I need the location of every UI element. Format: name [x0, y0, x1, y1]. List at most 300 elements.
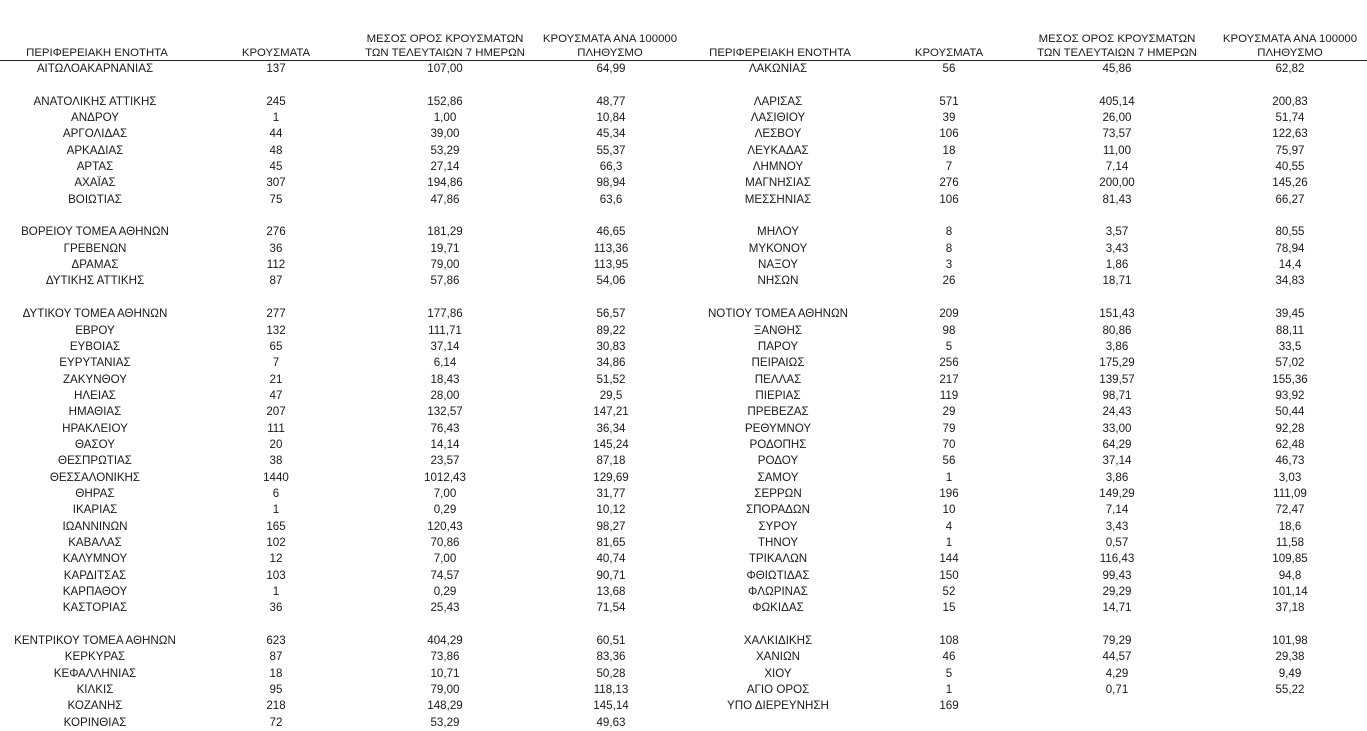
table-row [0, 224, 683, 240]
table-row [683, 666, 1366, 682]
header-per100k-line2: ΠΛΗΘΥΣΜΟ [577, 47, 643, 59]
row-spacer [0, 617, 683, 633]
avg-cell: 26,00 [1102, 111, 1132, 125]
right-table [683, 0, 1366, 728]
region-cell: ΑΡΚΑΔΙΑΣ [66, 143, 124, 157]
cases-cell: 169 [939, 699, 959, 713]
avg-cell: 151,43 [1099, 307, 1135, 321]
table-row [683, 437, 1366, 453]
cases-cell: 1 [945, 535, 953, 549]
cases-cell: 39 [942, 111, 956, 125]
table-row [683, 388, 1366, 404]
per100k-cell: 14,4 [1278, 258, 1302, 272]
avg-cell: 181,29 [427, 225, 463, 239]
per100k-cell: 63,6 [599, 192, 623, 206]
cases-cell: 18 [269, 666, 283, 680]
per100k-cell: 40,55 [1275, 160, 1305, 174]
per100k-cell: 155,36 [1272, 372, 1308, 386]
avg-cell: 116,43 [1099, 552, 1135, 566]
table-row [683, 241, 1366, 257]
table-row [683, 323, 1366, 339]
avg-cell: 177,86 [427, 307, 463, 321]
cases-cell: 20 [269, 437, 283, 451]
per100k-cell: 145,26 [1272, 176, 1308, 190]
cases-cell: 256 [939, 356, 959, 370]
region-cell: ΠΡΕΒΕΖΑΣ [747, 405, 809, 419]
cases-cell: 1 [945, 683, 953, 697]
region-cell: ΚΕΝΤΡΙΚΟΥ ΤΟΜΕΑ ΑΘΗΝΩΝ [14, 634, 176, 648]
per100k-cell: 13,68 [596, 585, 626, 598]
avg-cell: 37,14 [430, 339, 460, 353]
avg-cell: 47,86 [430, 192, 460, 206]
avg-cell: 27,14 [430, 160, 460, 174]
avg-cell: 3,86 [1105, 339, 1129, 353]
region-cell: ΤΡΙΚΑΛΩΝ [748, 552, 808, 566]
region-cell: ΡΟΔΟΠΗΣ [749, 437, 807, 451]
header-avg-line2: ΤΩΝ ΤΕΛΕΥΤΑΙΩΝ 7 ΗΜΕΡΩΝ [365, 47, 525, 59]
per100k-cell: 31,77 [596, 486, 626, 500]
avg-cell: 152,86 [427, 94, 463, 108]
avg-cell: 175,29 [1099, 356, 1135, 370]
avg-cell: 200,00 [1099, 176, 1135, 190]
table-row [683, 404, 1366, 420]
cases-cell: 108 [939, 634, 959, 648]
region-cell: ΠΑΡΟΥ [757, 339, 799, 353]
table-row [0, 339, 683, 355]
table-row [683, 600, 1366, 616]
row-spacer [0, 77, 683, 93]
cases-cell: 5 [945, 339, 953, 353]
avg-cell: 79,00 [430, 683, 460, 697]
per100k-cell: 62,82 [1275, 62, 1305, 75]
cases-cell: 245 [266, 94, 286, 108]
region-cell: ΛΑΣΙΘΙΟΥ [750, 111, 806, 125]
region-cell: ΜΕΣΣΗΝΙΑΣ [744, 192, 812, 206]
table-row [683, 421, 1366, 437]
cases-cell: 5 [945, 666, 953, 680]
region-cell: ΜΗΛΟΥ [757, 225, 799, 239]
cases-cell: 1 [945, 470, 953, 484]
header-avg [1027, 28, 1207, 60]
cases-cell: 56 [942, 454, 956, 468]
per100k-cell: 10,12 [596, 503, 626, 517]
table-row [683, 551, 1366, 567]
avg-cell: 0,71 [1105, 683, 1129, 697]
region-cell: ΘΑΣΟΥ [74, 437, 116, 451]
per100k-cell: 55,22 [1275, 683, 1305, 697]
avg-cell: 98,71 [1102, 388, 1132, 402]
header-per100k [1215, 28, 1365, 60]
table-row [683, 584, 1366, 600]
table-row [683, 143, 1366, 159]
region-cell: ΗΛΕΙΑΣ [74, 388, 116, 402]
header-cases [904, 28, 994, 60]
cases-cell: 209 [939, 307, 959, 321]
per100k-cell: 90,71 [596, 568, 626, 582]
region-cell: ΚΑΡΔΙΤΣΑΣ [63, 568, 127, 582]
region-cell: ΚΑΡΠΑΘΟΥ [62, 585, 128, 598]
region-cell: ΣΥΡΟΥ [758, 519, 798, 533]
table-row [0, 273, 683, 289]
per100k-cell: 118,13 [593, 683, 629, 697]
cases-cell: 87 [269, 274, 283, 288]
table-row [0, 470, 683, 486]
region-cell: ΑΓΙΟ ΟΡΟΣ [746, 683, 810, 697]
per100k-cell: 51,52 [596, 372, 626, 386]
avg-cell: 33,00 [1102, 421, 1132, 435]
avg-cell: 44,57 [1102, 650, 1132, 664]
table-row [683, 110, 1366, 126]
region-cell: ΓΡΕΒΕΝΩΝ [63, 241, 127, 255]
table-row [683, 306, 1366, 322]
table-row [0, 584, 683, 600]
row-spacer [683, 617, 1366, 633]
cases-cell: 132 [266, 323, 286, 337]
cases-cell: 1 [272, 585, 280, 598]
per100k-cell: 37,18 [1275, 601, 1305, 615]
region-cell: ΔΥΤΙΚΟΥ ΤΟΜΕΑ ΑΘΗΝΩΝ [22, 307, 168, 321]
avg-cell: 57,86 [430, 274, 460, 288]
cases-cell: 119 [939, 388, 959, 402]
avg-cell: 18,71 [1102, 274, 1132, 288]
table-row [683, 192, 1366, 208]
per100k-cell: 101,98 [1272, 634, 1308, 648]
per100k-cell: 51,74 [1275, 111, 1305, 125]
region-cell: ΛΕΣΒΟΥ [754, 127, 802, 141]
per100k-cell: 94,8 [1278, 568, 1302, 582]
avg-cell: 73,86 [430, 650, 460, 664]
avg-cell: 10,71 [430, 666, 460, 680]
region-cell: ΚΟΡΙΝΘΙΑΣ [63, 715, 127, 729]
region-cell: ΑΙΤΩΛΟΑΚΑΡΝΑΝΙΑΣ [36, 62, 154, 75]
avg-cell: 45,86 [1102, 62, 1132, 75]
table-row [683, 633, 1366, 649]
cases-cell: 144 [939, 552, 959, 566]
region-cell: ΣΑΜΟΥ [757, 470, 799, 484]
table-row [0, 192, 683, 208]
cases-cell: 6 [272, 486, 280, 500]
avg-cell: 148,29 [427, 699, 463, 713]
avg-cell: 99,43 [1102, 568, 1132, 582]
cases-cell: 79 [942, 421, 956, 435]
table-row [0, 110, 683, 126]
region-cell: ΡΕΘΥΜΝΟΥ [744, 421, 812, 435]
avg-cell: 29,29 [1102, 585, 1132, 598]
cases-cell: 26 [942, 274, 956, 288]
region-cell: ΒΟΙΩΤΙΑΣ [68, 192, 122, 206]
avg-cell: 1,86 [1105, 258, 1129, 272]
avg-cell: 79,00 [430, 258, 460, 272]
cases-cell: 21 [269, 372, 283, 386]
avg-cell: 3,86 [1105, 470, 1129, 484]
region-cell: ΠΙΕΡΙΑΣ [755, 388, 801, 402]
left-table [0, 0, 683, 728]
table-row [683, 126, 1366, 142]
table-row [683, 257, 1366, 273]
avg-cell: 0,29 [433, 503, 457, 517]
cases-cell: 112 [266, 258, 286, 272]
row-spacer [683, 77, 1366, 93]
avg-cell: 7,00 [433, 486, 457, 500]
table-row [0, 502, 683, 518]
per100k-cell: 36,34 [596, 421, 626, 435]
avg-cell: 1012,43 [424, 470, 466, 484]
per100k-cell: 72,47 [1275, 503, 1305, 517]
avg-cell: 107,00 [427, 62, 463, 75]
table-row [0, 388, 683, 404]
header-per100k [540, 28, 680, 60]
region-cell: ΤΗΝΟΥ [757, 535, 799, 549]
region-cell: ΦΩΚΙΔΑΣ [752, 601, 804, 615]
row-spacer [683, 290, 1366, 306]
avg-cell: 14,71 [1102, 601, 1132, 615]
per100k-cell: 29,38 [1275, 650, 1305, 664]
right-table-body [683, 61, 1366, 715]
region-cell: ΚΑΛΥΜΝΟΥ [62, 552, 128, 566]
per100k-cell: 145,14 [593, 699, 629, 713]
table-row [683, 486, 1366, 502]
table-row [0, 421, 683, 437]
avg-cell: 6,14 [433, 356, 457, 370]
table-row [0, 143, 683, 159]
header-region-label: ΠΕΡΙΦΕΡΕΙΑΚΗ ΕΝΟΤΗΤΑ [26, 47, 168, 59]
region-cell: ΝΑΞΟΥ [757, 258, 799, 272]
header-avg-line1: ΜΕΣΟΣ ΟΡΟΣ ΚΡΟΥΣΜΑΤΩΝ [1038, 33, 1196, 45]
table-row [683, 94, 1366, 110]
cases-cell: 623 [266, 634, 286, 648]
table-row [0, 372, 683, 388]
avg-cell: 73,57 [1102, 127, 1132, 141]
table-row [0, 666, 683, 682]
region-cell: ΝΗΣΩΝ [757, 274, 799, 288]
region-cell: ΕΥΒΟΙΑΣ [69, 339, 121, 353]
avg-cell: 74,57 [430, 568, 460, 582]
avg-cell: 64,29 [1102, 437, 1132, 451]
header-per100k-line1: ΚΡΟΥΣΜΑΤΑ ΑΝΑ 100000 [542, 33, 678, 45]
per100k-cell: 10,84 [596, 111, 626, 125]
cases-cell: 48 [269, 143, 283, 157]
per100k-cell: 113,36 [593, 241, 629, 255]
per100k-cell: 54,06 [596, 274, 626, 288]
per100k-cell: 81,65 [596, 535, 626, 549]
per100k-cell: 111,09 [1273, 486, 1307, 500]
per100k-cell: 122,63 [1272, 127, 1308, 141]
cases-cell: 196 [939, 486, 959, 500]
cases-cell: 1 [272, 503, 280, 517]
cases-cell: 15 [942, 601, 956, 615]
avg-cell: 70,86 [430, 535, 460, 549]
per100k-cell: 60,51 [596, 634, 626, 648]
region-cell: ΖΑΚΥΝΘΟΥ [62, 372, 128, 386]
avg-cell: 3,57 [1105, 225, 1129, 239]
avg-cell: 53,29 [430, 143, 460, 157]
cases-cell: 36 [269, 601, 283, 615]
per100k-cell: 62,48 [1275, 437, 1305, 451]
per100k-cell: 49,63 [596, 715, 626, 729]
region-cell: ΧΙΟΥ [764, 666, 792, 680]
avg-cell: 18,43 [430, 372, 460, 386]
cases-cell: 276 [939, 176, 959, 190]
cases-cell: 38 [269, 454, 283, 468]
region-cell: ΙΚΑΡΙΑΣ [72, 503, 118, 517]
per100k-cell: 75,97 [1275, 143, 1305, 157]
per100k-cell: 83,36 [596, 650, 626, 664]
cases-cell: 8 [945, 241, 953, 255]
region-cell: ΑΧΑΪΑΣ [74, 176, 116, 190]
region-cell: ΚΑΣΤΟΡΙΑΣ [62, 601, 128, 615]
region-cell: ΦΘΙΩΤΙΔΑΣ [746, 568, 810, 582]
region-cell: ΔΡΑΜΑΣ [71, 258, 119, 272]
table-row [0, 633, 683, 649]
per100k-cell: 93,92 [1275, 388, 1305, 402]
avg-cell: 405,14 [1099, 94, 1135, 108]
cases-cell: 137 [266, 62, 286, 75]
table-row [683, 568, 1366, 584]
table-row [0, 323, 683, 339]
table-row [0, 453, 683, 469]
table-row [0, 698, 683, 714]
table-row [0, 306, 683, 322]
table-row [0, 159, 683, 175]
table-row [0, 355, 683, 371]
per100k-cell: 71,54 [596, 601, 626, 615]
per100k-cell: 98,94 [596, 176, 626, 190]
table-row [0, 257, 683, 273]
table-row [0, 486, 683, 502]
region-cell: ΙΩΑΝΝΙΝΩΝ [62, 519, 128, 533]
avg-cell: 1,00 [433, 111, 457, 125]
region-cell: ΘΕΣΣΑΛΟΝΙΚΗΣ [49, 470, 141, 484]
cases-cell: 70 [942, 437, 956, 451]
header-region [683, 28, 877, 60]
region-cell: ΚΑΒΑΛΑΣ [68, 535, 122, 549]
avg-cell: 194,86 [427, 176, 463, 190]
header-cases-label: ΚΡΟΥΣΜΑΤΑ [241, 47, 311, 59]
table-row [683, 372, 1366, 388]
avg-cell: 7,14 [1105, 160, 1129, 174]
header-cases [231, 28, 321, 60]
per100k-cell: 34,86 [596, 356, 626, 370]
table-row [0, 437, 683, 453]
per100k-cell: 45,34 [596, 127, 626, 141]
cases-cell: 103 [266, 568, 286, 582]
per100k-cell: 9,49 [1278, 666, 1302, 680]
table-row [0, 568, 683, 584]
cases-cell: 95 [269, 683, 283, 697]
avg-cell: 4,29 [1105, 666, 1129, 680]
region-cell: ΠΕΛΛΑΣ [754, 372, 802, 386]
per100k-cell: 57,02 [1275, 356, 1305, 370]
cases-cell: 3 [945, 258, 953, 272]
region-cell: ΛΑΡΙΣΑΣ [753, 94, 803, 108]
cases-cell: 571 [939, 94, 959, 108]
cases-cell: 111 [267, 421, 285, 435]
region-cell: ΚΟΖΑΝΗΣ [67, 699, 123, 713]
per100k-cell: 145,24 [593, 437, 629, 451]
cases-cell: 106 [939, 127, 959, 141]
left-table-body [0, 61, 683, 731]
table-row [0, 404, 683, 420]
cases-cell: 307 [266, 176, 286, 190]
cases-cell: 102 [266, 535, 286, 549]
table-row [0, 600, 683, 616]
table-row [683, 682, 1366, 698]
region-cell: ΗΡΑΚΛΕΙΟΥ [62, 421, 128, 435]
cases-cell: 87 [269, 650, 283, 664]
table-row [683, 61, 1366, 77]
per100k-cell: 66,3 [599, 160, 623, 174]
per100k-cell: 55,37 [596, 143, 626, 157]
avg-cell: 23,57 [430, 454, 460, 468]
per100k-cell: 11,58 [1275, 535, 1305, 549]
header-cases-label: ΚΡΟΥΣΜΑΤΑ [914, 47, 984, 59]
per100k-cell: 80,55 [1275, 225, 1305, 239]
avg-cell: 25,43 [430, 601, 460, 615]
per100k-cell: 34,83 [1275, 274, 1305, 288]
per100k-cell: 29,5 [599, 388, 623, 402]
table-row [683, 224, 1366, 240]
avg-cell: 81,43 [1102, 192, 1132, 206]
per100k-cell: 56,57 [596, 307, 626, 321]
per100k-cell: 64,99 [596, 62, 626, 75]
per100k-cell: 46,65 [596, 225, 626, 239]
avg-cell: 14,14 [430, 437, 460, 451]
table-row [683, 175, 1366, 191]
header-per100k-line2: ΠΛΗΘΥΣΜΟ [1257, 47, 1323, 59]
region-cell: ΘΕΣΠΡΩΤΙΑΣ [58, 454, 132, 468]
region-cell: ΝΟΤΙΟΥ ΤΟΜΕΑ ΑΘΗΝΩΝ [707, 307, 849, 321]
region-cell: ΡΟΔΟΥ [757, 454, 799, 468]
region-cell: ΧΑΛΚΙΔΙΚΗΣ [743, 634, 813, 648]
cases-cell: 7 [945, 160, 953, 174]
per100k-cell: 30,83 [596, 339, 626, 353]
cases-cell: 277 [266, 307, 286, 321]
avg-cell: 76,43 [430, 421, 460, 435]
avg-cell: 0,29 [433, 585, 457, 598]
cases-cell: 72 [269, 715, 283, 729]
table-row [683, 535, 1366, 551]
cases-cell: 47 [269, 388, 283, 402]
per100k-cell: 3,03 [1278, 470, 1302, 484]
region-cell: ΚΕΡΚΥΡΑΣ [64, 650, 126, 664]
region-cell: ΕΒΡΟΥ [75, 323, 115, 337]
region-cell: ΧΑΝΙΩΝ [755, 650, 801, 664]
per100k-cell: 78,94 [1275, 241, 1305, 255]
table-row [0, 175, 683, 191]
avg-cell: 11,00 [1102, 143, 1132, 157]
per100k-cell: 89,22 [596, 323, 626, 337]
cases-cell: 45 [269, 160, 283, 174]
per100k-cell: 46,73 [1275, 454, 1305, 468]
table-row [683, 502, 1366, 518]
per100k-cell: 92,28 [1275, 421, 1305, 435]
region-cell: ΛΕΥΚΑΔΑΣ [747, 143, 809, 157]
cases-cell: 150 [939, 568, 959, 582]
cases-cell: 75 [269, 192, 283, 206]
region-cell: ΛΗΜΝΟΥ [752, 160, 804, 174]
table-row [0, 61, 683, 77]
row-spacer [0, 208, 683, 224]
cases-cell: 1 [272, 111, 280, 125]
cases-cell: 52 [942, 585, 956, 598]
per100k-cell: 50,28 [596, 666, 626, 680]
avg-cell: 120,43 [427, 519, 463, 533]
avg-cell: 0,57 [1105, 535, 1129, 549]
cases-cell: 56 [942, 62, 956, 75]
avg-cell: 37,14 [1102, 454, 1132, 468]
table-row [0, 519, 683, 535]
region-cell: ΠΕΙΡΑΙΩΣ [751, 356, 805, 370]
